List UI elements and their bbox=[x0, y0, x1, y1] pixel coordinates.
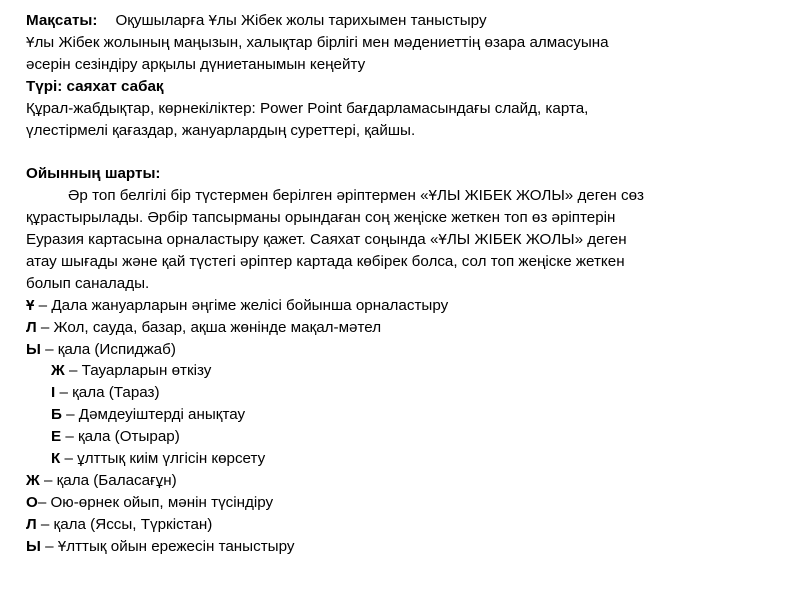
rules-paragraph-line: құрастырылады. Әрбір тапсырманы орындаған соң жеңіске жеткен топ өз әріптерін bbox=[26, 209, 616, 227]
task-text: – Ою-өрнек ойып, мәнін түсіндіру bbox=[37, 493, 274, 511]
task-letter: І bbox=[51, 384, 56, 402]
lesson-type: Түрі: саяхат сабақ bbox=[26, 77, 164, 95]
task-text: – Дала жануарларын әңгіме желісі бойынша орналастыру bbox=[34, 296, 449, 314]
task-item bbox=[26, 536, 786, 558]
task-letter: Л bbox=[26, 318, 37, 336]
task-item bbox=[26, 382, 786, 404]
task-letter: Б bbox=[51, 406, 62, 424]
task-text: – қала (Баласағұн) bbox=[39, 472, 177, 490]
task-letter: О bbox=[26, 493, 38, 511]
equipment-text-2: үлестірмелі қағаздар, жануарлардың суреттері, қайшы. bbox=[26, 121, 416, 139]
rules-paragraph-line: Әр топ белгілі бір түстермен берілген әріптермен «ҰЛЫ ЖІБЕК ЖОЛЫ» деген сөз bbox=[68, 187, 645, 205]
task-letter: Е bbox=[51, 428, 62, 446]
task-item bbox=[26, 514, 786, 536]
rules-paragraph-line: болып саналады. bbox=[26, 274, 150, 292]
task-text: – Тауарларын өткізу bbox=[64, 362, 212, 380]
task-text: – қала (Отырар) bbox=[61, 428, 180, 446]
task-item bbox=[26, 339, 786, 361]
task-item bbox=[26, 448, 786, 470]
task-item bbox=[26, 492, 786, 514]
rules-heading: Ойынның шарты: bbox=[26, 165, 161, 183]
task-text: – қала (Тараз) bbox=[55, 384, 160, 402]
task-letter: Ы bbox=[26, 340, 41, 358]
task-text: – қала (Яссы, Түркістан) bbox=[36, 515, 213, 533]
blank-line bbox=[26, 141, 786, 163]
task-text: – Дәмдеуіштерді анықтау bbox=[61, 406, 246, 424]
task-text: – қала (Испиджаб) bbox=[40, 340, 176, 358]
task-letter: Л bbox=[26, 515, 37, 533]
rules-paragraph-line: атау шығады және қай түстегі әріптер картада көбірек болса, сол топ жеңіске жеткен bbox=[26, 252, 625, 270]
goal-text-3: әсерін сезіндіру арқылы дүниетанымын кеңейту bbox=[26, 55, 366, 73]
task-item bbox=[26, 404, 786, 426]
rules-paragraph-line: Еуразия картасына орналастыру қажет. Саяхат соңында «ҰЛЫ ЖІБЕК ЖОЛЫ» деген bbox=[26, 231, 627, 249]
goal-label: Мақсаты: bbox=[26, 12, 98, 29]
task-letter: Ы bbox=[26, 537, 41, 555]
task-item bbox=[26, 360, 786, 382]
task-item bbox=[26, 426, 786, 448]
task-letter: Ұ bbox=[26, 296, 35, 314]
task-text: – Ұлттық ойын ережесін таныстыру bbox=[40, 537, 295, 555]
task-item bbox=[26, 470, 786, 492]
task-letter: К bbox=[51, 450, 61, 468]
task-text: – Жол, сауда, базар, ақша жөнінде мақал-мәтел bbox=[36, 318, 382, 336]
task-letter: Ж bbox=[51, 362, 65, 380]
goal-text-2: Ұлы Жібек жолының маңызын, халықтар бірлігі мен мәдениеттің өзара алмасуына bbox=[26, 33, 609, 51]
task-item bbox=[26, 295, 786, 317]
task-item bbox=[26, 317, 786, 339]
task-text: – ұлттық киім үлгісін көрсету bbox=[60, 450, 266, 468]
equipment-text-1: Құрал-жабдықтар, көрнекіліктер: Power Point бағдарламасындағы слайд, карта, bbox=[26, 99, 589, 117]
goal-line bbox=[26, 10, 786, 32]
goal-text-1: Оқушыларға Ұлы Жібек жолы тарихымен таныстыру bbox=[115, 12, 487, 29]
task-letter: Ж bbox=[26, 472, 40, 490]
slide-content bbox=[26, 10, 786, 558]
